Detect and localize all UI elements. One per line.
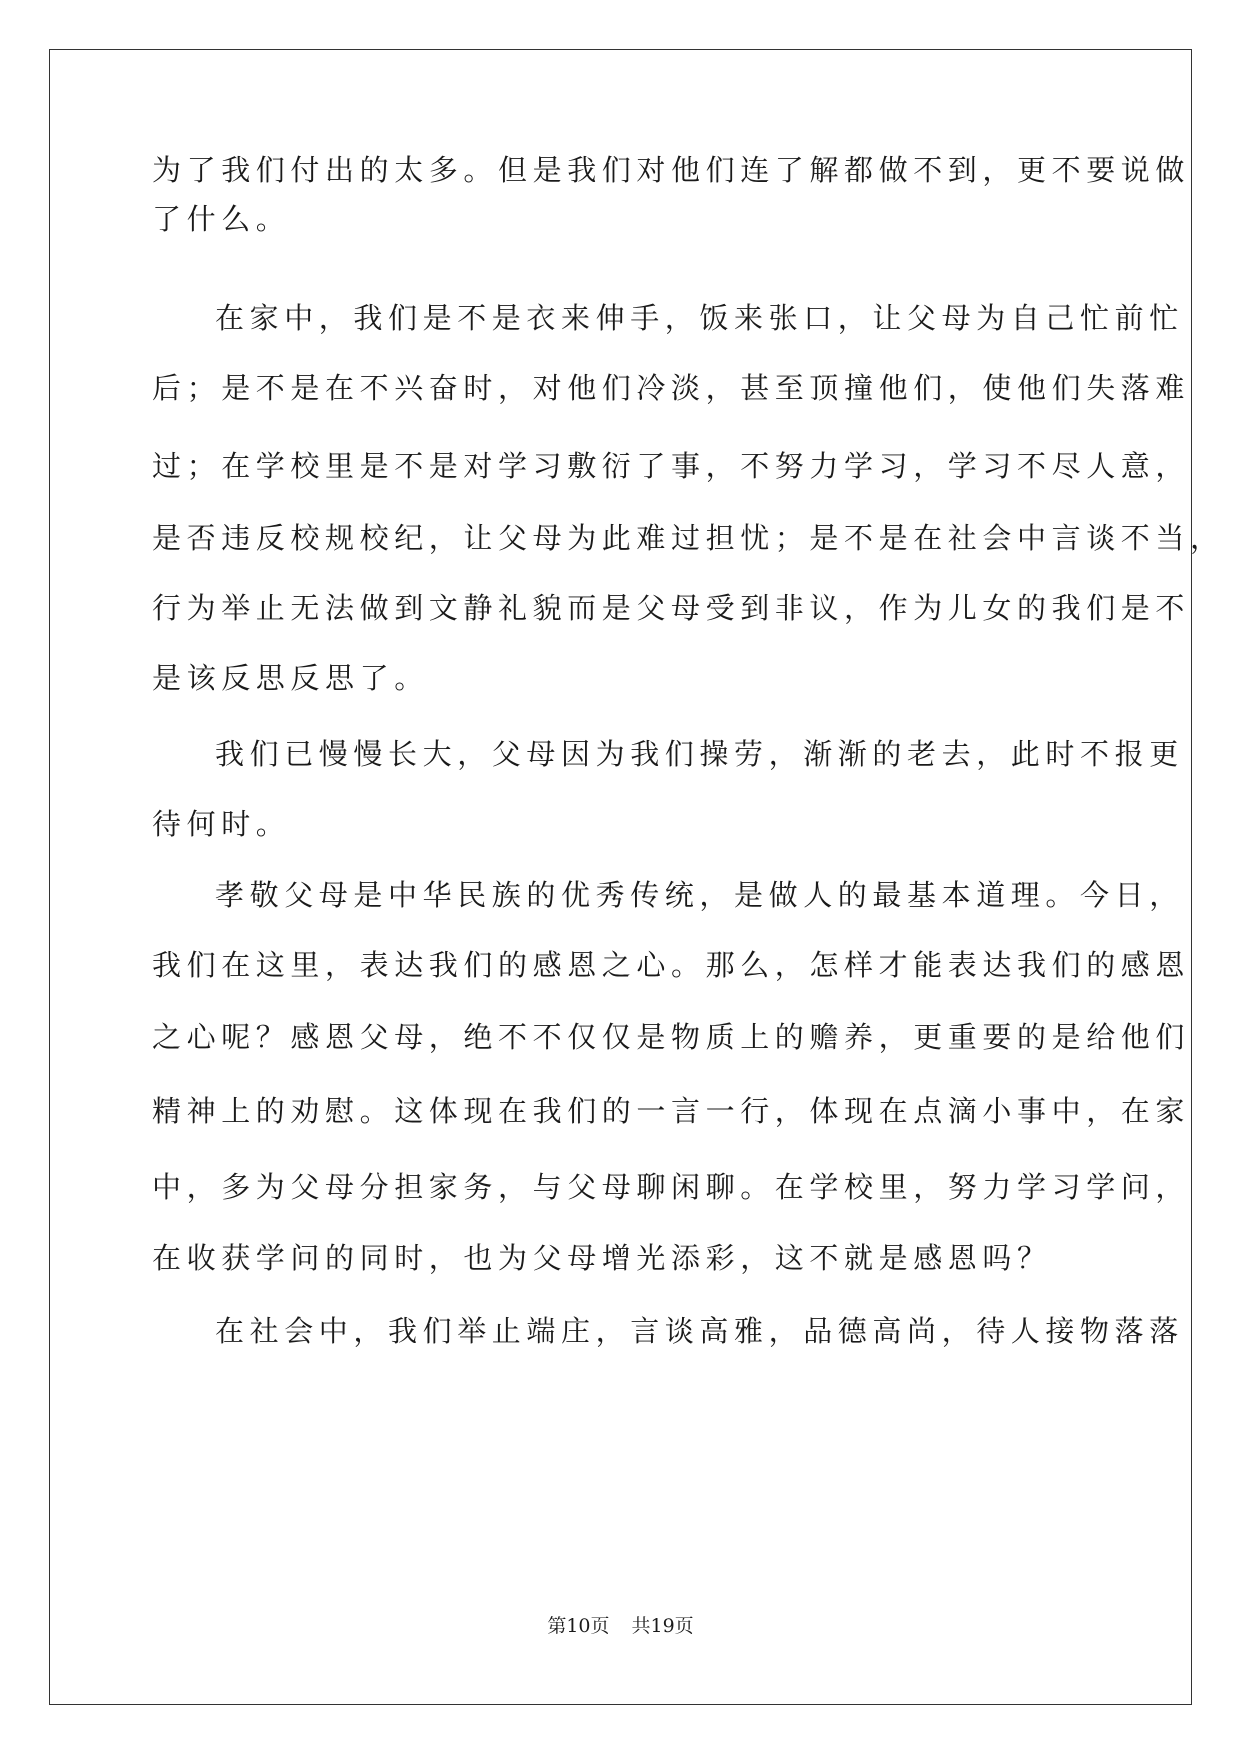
text-line: 是该反思反思了。 [152, 661, 429, 695]
text-line: 过；在学校里是不是对学习敷衍了事，不努力学习，学习不尽人意， [152, 449, 1191, 483]
text-line: 待何时。 [152, 807, 291, 841]
text-line: 在收获学问的同时，也为父母增光添彩，这不就是感恩吗？ [152, 1241, 1052, 1275]
text-line: 我们在这里，表达我们的感恩之心。那么，怎样才能表达我们的感恩 [152, 948, 1191, 982]
paragraph-start-line: 孝敬父母是中华民族的优秀传统，是做人的最基本道理。今日， [215, 878, 1184, 912]
page-border [49, 49, 1192, 1705]
text-line: 后；是不是在不兴奋时，对他们冷淡，甚至顶撞他们，使他们失落难 [152, 371, 1191, 405]
page-number: 第10页 [547, 1615, 610, 1637]
text-line: 为了我们付出的太多。但是我们对他们连了解都做不到，更不要说做 [152, 153, 1191, 187]
page-total: 共19页 [631, 1615, 694, 1637]
text-line: 行为举止无法做到文静礼貌而是父母受到非议，作为儿女的我们是不 [152, 591, 1191, 625]
text-line: 是否违反校规校纪，让父母为此难过担忧；是不是在社会中言谈不当， [152, 521, 1225, 555]
page-footer [0, 1614, 1241, 1638]
text-line: 了什么。 [152, 202, 291, 236]
paragraph-start-line: 在家中，我们是不是衣来伸手，饭来张口，让父母为自己忙前忙 [215, 301, 1184, 335]
paragraph-start-line: 在社会中，我们举止端庄，言谈高雅，品德高尚，待人接物落落 [215, 1314, 1184, 1348]
paragraph-start-line: 我们已慢慢长大，父母因为我们操劳，渐渐的老去，此时不报更 [215, 737, 1184, 771]
text-line: 之心呢？感恩父母，绝不不仅仅是物质上的赡养，更重要的是给他们 [152, 1020, 1191, 1054]
text-line: 中，多为父母分担家务，与父母聊闲聊。在学校里，努力学习学问， [152, 1170, 1191, 1204]
text-line: 精神上的劝慰。这体现在我们的一言一行，体现在点滴小事中，在家 [152, 1094, 1191, 1128]
